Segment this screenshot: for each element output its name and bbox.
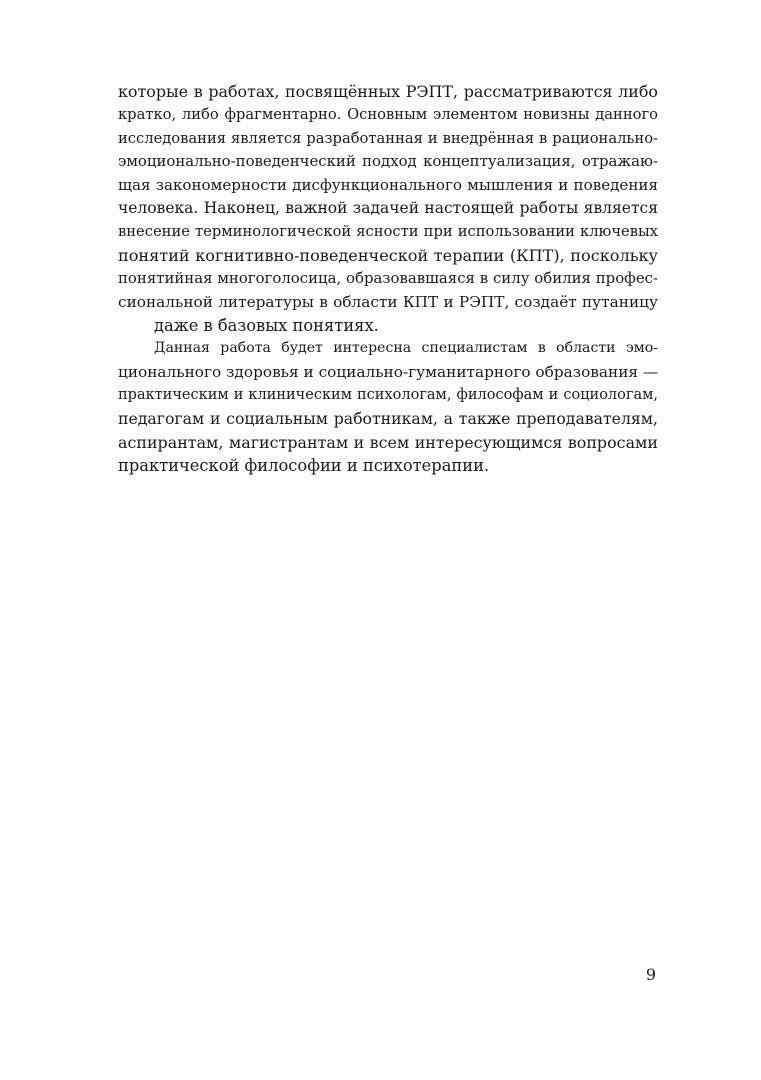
paragraph-2 (118, 337, 658, 477)
text-line: понятийная многоголосица, образовавшаяся в силу обилия профес- (118, 269, 658, 288)
text-line: практическим и клиническим психологам, философам и социологам, (118, 387, 658, 404)
body-text (118, 80, 658, 478)
text-line: практической философии и психотерапии. (118, 456, 490, 476)
text-line: исследования является разработанная и внедрённая в рационально- (118, 129, 658, 147)
text-line: внесение терминологической ясности при использовании ключевых (118, 223, 658, 241)
text-line: сиональной литературы в области КПТ и РЭПТ, создаёт путаницу (118, 292, 658, 311)
text-line: эмоционально-поведенческий подход концептуализация, отражаю- (118, 152, 658, 171)
text-line: Данная работа будет интересна специалистам в области эмо- (154, 340, 658, 357)
text-line: кратко, либо фрагментарно. Основным элементом новизны данного (118, 106, 658, 124)
text-line: даже в базовых понятиях. (154, 315, 379, 335)
paragraph-1 (118, 80, 658, 337)
text-line: аспирантам, магистрантам и всем интересующимся вопросами (118, 432, 658, 452)
text-line: человека. Наконец, важной задачей настоящей работы является (118, 198, 658, 217)
text-line: педагогам и социальным работникам, а также преподавателям, (118, 409, 658, 429)
text-line: понятий когнитивно-поведенческой терапии (КПТ), поскольку (118, 245, 658, 265)
text-line: которые в работах, посвящённых РЭПТ, рассматриваются либо (118, 82, 658, 101)
text-line: ционального здоровья и социально-гуманитарного образования — (118, 362, 659, 381)
text-line: щая закономерности дисфункционального мышления и поведения (118, 175, 658, 194)
page-number: 9 (645, 965, 656, 984)
